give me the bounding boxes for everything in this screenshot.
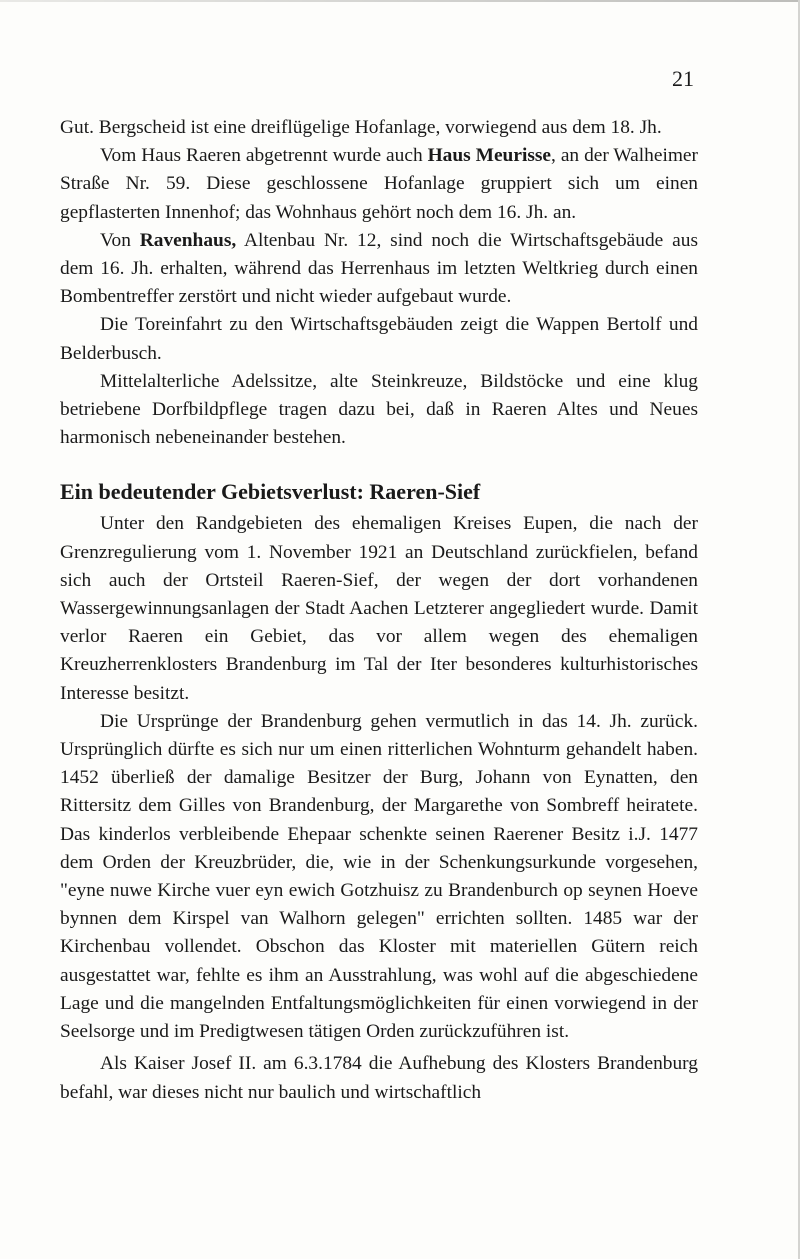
page-number: 21 [672,66,694,91]
paragraph-haus-meurisse [60,142,698,227]
paragraph-text: Vom Haus Raeren abgetrennt wurde auch [100,145,428,167]
section-heading: Ein bedeutender Gebietsverlust: Raeren-Sief [60,479,481,505]
paragraph-gut-bergscheid: Gut. Bergscheid ist eine dreiflügelige Hofanlage, vorwiegend aus dem 18. Jh. [60,117,662,138]
page-body [60,114,698,1107]
paragraph-kaiser-josef: Als Kaiser Josef II. am 6.3.1784 die Aufhebung des Klosters Brandenburg befahl, war dieses nicht nur baulich und wirtschaftlich [60,1053,698,1103]
paragraph-text: Von [100,229,140,251]
bold-place-name: Haus Meurisse [427,145,552,167]
paragraph-toreinfahrt: Die Toreinfahrt zu den Wirtschaftsgebäuden zeigt die Wappen Bertolf und Belderbusch. [60,314,698,364]
paragraph-adelssitze: Mittelalterliche Adelssitze, alte Steinkreuze, Bildstöcke und eine klug betriebene Dorfbildpflege tragen dazu bei, daß in Raeren Altes und Neues harmonisch nebeneinander bestehen. [60,370,698,449]
paragraph-ravenhaus [60,227,698,312]
paragraph-text: Altenbau Nr. 12, sind noch die Wirtschaftsgebäude aus dem 16. Jh. erhalten, während das Herrenhaus im letzten Weltkrieg durch einen Bombentreffer zerstört und nicht wieder aufgebaut wurde. [60,229,698,308]
bold-place-name: Ravenhaus, [139,229,237,251]
paragraph-randgebiete: Unter den Randgebieten des ehemaligen Kreises Eupen, die nach der Grenzregulierung vom 1. November 1921 an Deutschland zurückfielen, befand sich auch der Ortsteil Raeren-Sief, der wegen der dort vorhandenen Wassergewinnungsanlagen der Stadt Aachen Letzterer angegliedert wurde. Damit verlor Raeren ein Gebiet, das vor allem wegen des ehemaligen Kreuzherrenklosters Brandenburg im Tal der Iter besonderes kulturhistorisches Interesse besitzt. [60,513,698,704]
page-top-edge [0,0,800,2]
paragraph-text: , an der Walheimer Straße Nr. 59. Diese geschlossene Hofanlage gruppiert sich um einen gepflasterten Innenhof; das Wohnhaus gehört noch dem 16. Jh. an. [60,145,698,223]
paragraph-brandenburg-ursprung: Die Ursprünge der Brandenburg gehen vermutlich in das 14. Jh. zurück. Ursprünglich dürfte es sich nur um einen ritterlichen Wohnturm gehandelt haben. 1452 überließ der damalige Besitzer der Burg, Johann von Eynatten, den Rittersitz dem Gilles von Brandenburg, der Margarethe von Sombreff heiratete. Das kinderlos verbleibende Ehepaar schenkte seinen Raerener Besitz i.J. 1477 dem Orden der Kreuzbrüder, die, wie in der Schenkungsurkunde vorgesehen, "eyne nuwe Kirche vuer eyn ewich Gotzhuisz zu Brandenburch op seynen Hoeve bynnen dem Kirspel van Walhorn gelegen" errichten sollten. 1485 war der Kirchenbau vollendet. Obschon das Kloster mit materiellen Gütern reich ausgestattet war, fehlte es ihm an Ausstrahlung, was wohl auf die abgeschiedene Lage und die mangelnden Entfaltungsmöglichkeiten für einen vorwiegend in der Seelsorge und im Predigtwesen tätigen Orden zurückzuführen ist. [60,710,698,1043]
